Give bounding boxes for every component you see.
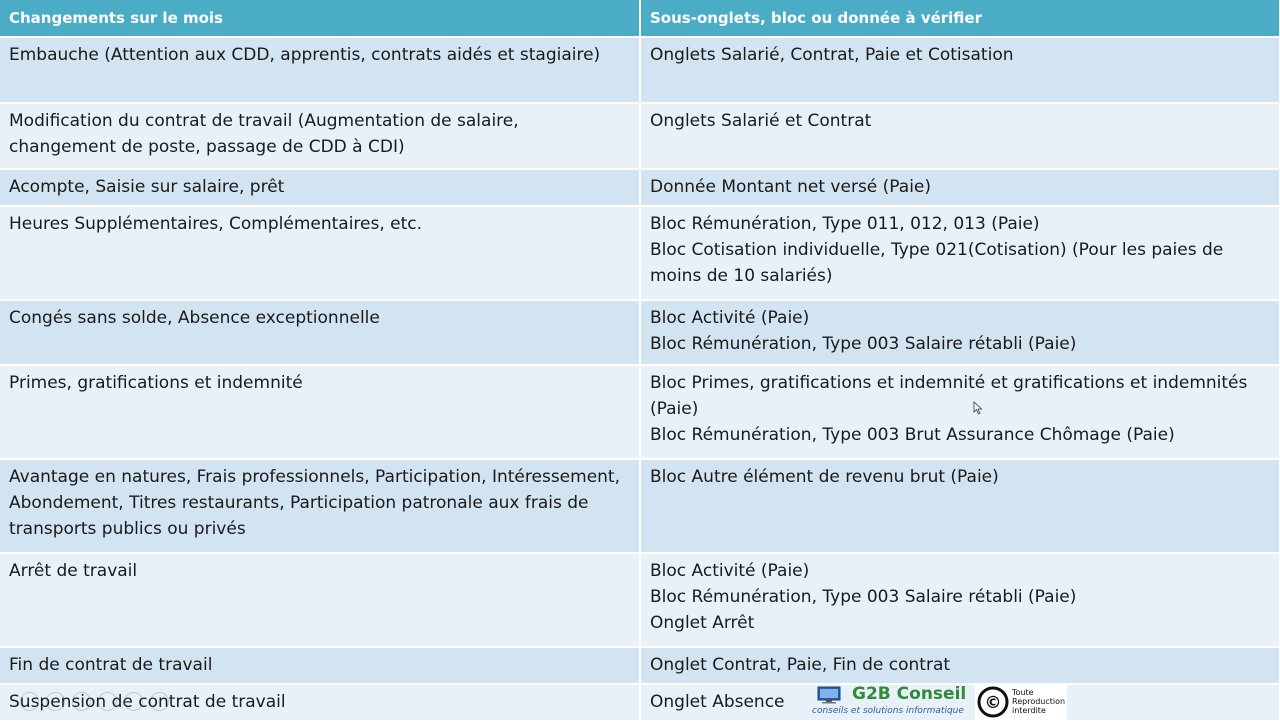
table-row	[0, 459, 1280, 553]
nav-dot[interactable]	[98, 692, 117, 711]
change-cell: Embauche (Attention aux CDD, apprentis, contrats aidés et stagiaire)	[0, 37, 640, 103]
table-row	[0, 647, 1280, 684]
nav-dot[interactable]	[72, 692, 91, 711]
verify-line: Bloc Rémunération, Type 011, 012, 013 (Paie)	[650, 214, 1040, 234]
change-cell: Suspension de contrat de travail	[0, 684, 640, 721]
verify-line: Bloc Rémunération, Type 003 Brut Assurance Chômage (Paie)	[650, 425, 1175, 445]
table-row	[0, 169, 1280, 206]
table-row	[0, 37, 1280, 103]
copyright-icon	[977, 686, 1009, 718]
copyright-line: Reproduction	[1012, 697, 1066, 706]
table-row	[0, 206, 1280, 300]
verify-cell	[640, 647, 1280, 684]
verify-line: Bloc Autre élément de revenu brut (Paie)	[650, 467, 999, 487]
verify-cell	[640, 459, 1280, 553]
verify-line: Bloc Primes, gratifications et indemnité et gratifications et indemnités (Paie)	[650, 373, 1248, 419]
verify-cell	[640, 300, 1280, 365]
nav-dot[interactable]	[20, 692, 39, 711]
copyright-symbol: ©	[984, 693, 1002, 713]
verify-cell	[640, 169, 1280, 206]
verify-line: Onglet Absence	[650, 692, 785, 712]
verify-line: Bloc Activité (Paie)	[650, 308, 810, 328]
verify-line: Bloc Activité (Paie)	[650, 561, 810, 581]
verify-cell	[640, 206, 1280, 300]
mouse-cursor-icon	[973, 401, 983, 415]
copyright-badge	[975, 684, 1067, 720]
change-cell: Avantage en natures, Frais professionnels, Participation, Intéressement, Abondement, Titres restaurants, Participation patronale aux frais de transports publics ou privés	[0, 459, 640, 553]
nav-dot[interactable]	[150, 692, 169, 711]
verify-line: Onglet Arrêt	[650, 613, 755, 633]
change-cell: Fin de contrat de travail	[0, 647, 640, 684]
table-row	[0, 300, 1280, 365]
change-cell: Congés sans solde, Absence exceptionnelle	[0, 300, 640, 365]
verify-line: Bloc Cotisation individuelle, Type 021(Cotisation) (Pour les paies de moins de 10 salariés)	[650, 240, 1224, 286]
change-cell: Primes, gratifications et indemnité	[0, 365, 640, 459]
table-row	[0, 103, 1280, 169]
verify-line: Bloc Rémunération, Type 003 Salaire rétabli (Paie)	[650, 587, 1077, 607]
g2b-logo	[812, 684, 972, 720]
verify-cell	[640, 553, 1280, 647]
verify-line: Onglets Salarié et Contrat	[650, 111, 872, 131]
change-cell: Modification du contrat de travail (Augmentation de salaire, changement de poste, passage de CDD à CDI)	[0, 103, 640, 169]
copyright-line: Toute	[1012, 688, 1034, 697]
change-cell: Heures Supplémentaires, Complémentaires, etc.	[0, 206, 640, 300]
logo-tagline: conseils et solutions informatique	[812, 706, 964, 716]
nav-dot[interactable]	[124, 692, 143, 711]
table-row	[0, 553, 1280, 647]
slide-nav-dots[interactable]	[20, 692, 169, 711]
verify-line: Onglets Salarié, Contrat, Paie et Cotisation	[650, 45, 1014, 65]
verify-cell	[640, 37, 1280, 103]
column-header-verify: Sous-onglets, bloc ou donnée à vérifier	[640, 0, 1280, 37]
table-row	[0, 365, 1280, 459]
table-row	[0, 684, 1280, 721]
table-header-row	[0, 0, 1280, 37]
copyright-line: interdite	[1012, 706, 1046, 715]
verify-line: Onglet Contrat, Paie, Fin de contrat	[650, 655, 951, 675]
verify-line: Bloc Rémunération, Type 003 Salaire rétabli (Paie)	[650, 334, 1077, 354]
verify-line: Donnée Montant net versé (Paie)	[650, 177, 932, 197]
change-cell: Arrêt de travail	[0, 553, 640, 647]
logo-name: G2B Conseil	[852, 684, 967, 704]
column-header-changes: Changements sur le mois	[0, 0, 640, 37]
nav-dot[interactable]	[46, 692, 65, 711]
change-cell: Acompte, Saisie sur salaire, prêt	[0, 169, 640, 206]
copyright-note	[1012, 688, 1068, 715]
verify-cell	[640, 365, 1280, 459]
verify-cell	[640, 103, 1280, 169]
computer-screen-icon	[816, 686, 844, 704]
